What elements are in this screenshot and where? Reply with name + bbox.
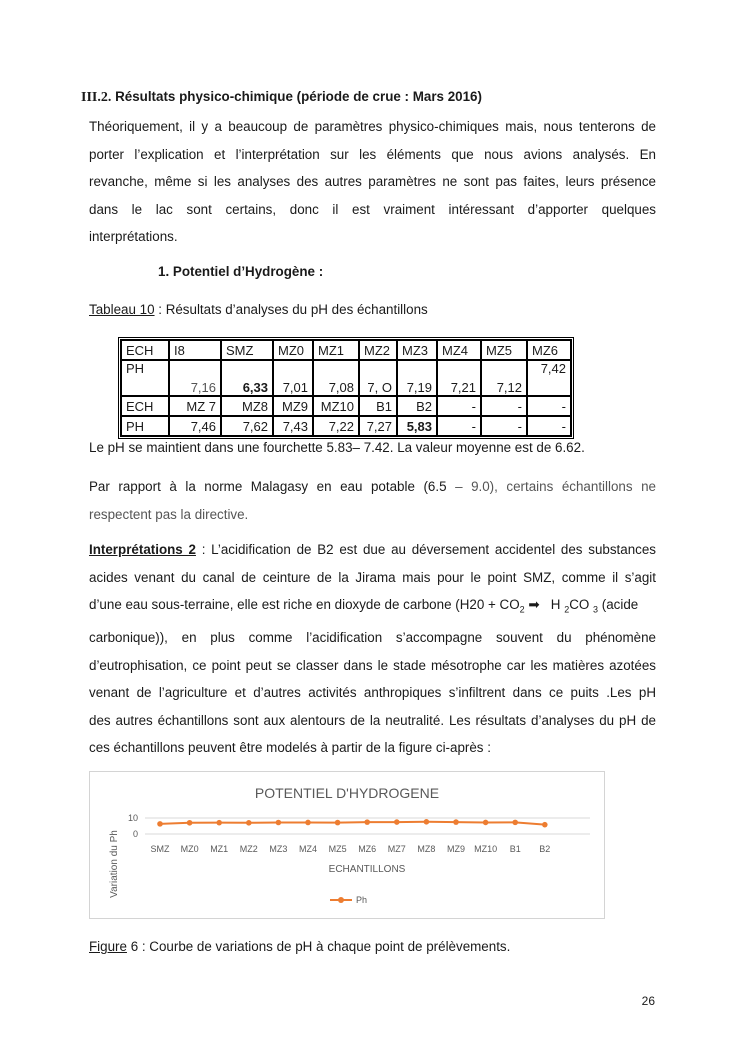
chart-ytick: 10: [127, 813, 138, 823]
intro-paragraph: [89, 113, 656, 251]
section-number: III.2.: [81, 90, 112, 105]
table-cell: MZ5: [481, 340, 527, 360]
interp-text: : L’acidification de B2 est due au déversement accidentel des substances: [195, 542, 656, 557]
chart-data-point: [157, 821, 163, 827]
table-cell: MZ3: [397, 340, 437, 360]
table-cell: MZ6: [527, 340, 571, 360]
table-cell: 7,12: [481, 360, 527, 396]
chart-data-point: [483, 820, 489, 826]
figure-caption-label: Figure: [89, 939, 127, 954]
page-number: 26: [641, 994, 655, 1008]
table-cell: ECH: [121, 396, 169, 416]
chart-data-point: [512, 820, 518, 826]
table-cell: PH: [121, 416, 169, 436]
chart-xtick-label: SMZ: [150, 844, 170, 854]
chart-xtick-label: MZ9: [447, 844, 465, 854]
interp-line: [89, 536, 656, 564]
subheading: 1. Potentiel d’Hydrogène :: [158, 264, 324, 279]
table-cell: MZ1: [313, 340, 359, 360]
table-cell: 7,27: [359, 416, 397, 436]
interp-text: H: [550, 597, 561, 612]
intro-line: dans le lac sont certains, donc il est vraiment intéressant d’apporter quelques: [89, 201, 656, 217]
chart-data-point: [276, 820, 282, 826]
chart-xlabel: ECHANTILLONS: [328, 864, 406, 875]
interp-line: acides venant du canal de ceinture de la Jirama mais pour le point SMZ, comme il s’agit: [89, 569, 656, 585]
table-cell: -: [527, 396, 571, 416]
chart-xtick-label: MZ5: [328, 844, 347, 854]
table-cell: MZ8: [221, 396, 273, 416]
interp-label: Interprétations 2: [89, 542, 196, 557]
chart-xtick-label: B2: [539, 844, 551, 854]
intro-line: Théoriquement, il y a beaucoup de paramètres physico-chimiques mais, nous tenterons de: [89, 119, 656, 134]
chart-data-point: [335, 820, 341, 826]
table-cell: SMZ: [221, 340, 273, 360]
chart-xtick-label: MZ1: [210, 844, 229, 854]
chart-xtick-label: MZ0: [180, 844, 199, 854]
norm-text: Par rapport à la norme Malagasy en eau potable (6.5: [89, 479, 456, 494]
table-cell: -: [437, 416, 481, 436]
table-cell: 7,46: [169, 416, 221, 436]
norm-line: respectent pas la directive.: [89, 506, 249, 522]
chart-ylabel: Variation du Ph: [109, 830, 120, 898]
norm-text-grey: – 9.0), certains échantillons ne: [455, 479, 656, 494]
table-caption-label: Tableau 10: [89, 302, 155, 317]
table-cell: MZ9: [273, 396, 313, 416]
table-cell: 7,21: [437, 360, 481, 396]
interp-sub: 3: [593, 604, 599, 615]
norm-line: [89, 473, 656, 501]
chart-legend-marker: [338, 897, 344, 903]
chart-legend-label: Ph: [356, 895, 368, 905]
table-cell: -: [437, 396, 481, 416]
interp-line: des autres échantillons sont aux alentours de la neutralité. Les résultats d’analyses du pH de: [89, 712, 656, 728]
table-cell: 7,43: [273, 416, 313, 436]
table-cell: 7,08: [313, 360, 359, 396]
intro-line: porter l’explication et l’interprétation sur les éléments que nous avions analysés. En: [89, 146, 656, 162]
table-cell: 7,01: [273, 360, 313, 396]
chart-data-point: [305, 820, 311, 826]
chart-ytick: 0: [132, 829, 138, 839]
table-cell: -: [481, 396, 527, 416]
table-cell: MZ0: [273, 340, 313, 360]
table-cell: 5,83: [397, 416, 437, 436]
table-row: [121, 396, 571, 416]
table-caption-text: : Résultats d’analyses du pH des échantillons: [154, 302, 428, 317]
table-cell: PH: [121, 360, 169, 396]
interp-text: (acide: [598, 597, 639, 612]
table-cell: MZ4: [437, 340, 481, 360]
table-cell: 7, O: [359, 360, 397, 396]
intro-line: revanche, même si les analyses des autres paramètres ne sont pas faites, leurs présence: [89, 174, 656, 189]
chart-data-point: [364, 819, 370, 825]
table-cell: I8: [169, 340, 221, 360]
table-cell: B1: [359, 396, 397, 416]
chart-data-point: [394, 819, 400, 825]
interpretation-paragraph: [89, 536, 656, 762]
chart-xtick-label: B1: [509, 844, 521, 854]
ph-table: [120, 339, 572, 437]
figure-caption-text: 6 : Courbe de variations de pH à chaque point de prélèvements.: [126, 939, 511, 954]
chart-data-point: [216, 820, 222, 826]
table-cell: MZ2: [359, 340, 397, 360]
range-text: Le pH se maintient dans une fourchette 5.83– 7.42. La valeur moyenne est de 6.62.: [89, 440, 585, 455]
chart-xtick-label: MZ10: [474, 844, 498, 854]
table-cell: 7,19: [397, 360, 437, 396]
table-cell: 7,62: [221, 416, 273, 436]
table-cell: -: [481, 416, 527, 436]
table-cell: MZ 7: [169, 396, 221, 416]
ph-chart: [89, 771, 605, 919]
table-row: [121, 416, 571, 436]
chart-xtick-label: MZ7: [387, 844, 406, 854]
arrow-icon: ➡: [528, 597, 540, 612]
table-cell: MZ10: [313, 396, 359, 416]
interp-line: [89, 591, 656, 624]
table-row: [121, 340, 571, 360]
chart-xtick-label: MZ3: [269, 844, 288, 854]
table-cell: ECH: [121, 340, 169, 360]
interp-line: carbonique)), en plus comme l’acidification s’accompagne souvent du phénomène: [89, 630, 656, 646]
ph-chart-svg: [90, 772, 604, 918]
chart-xtick-label: MZ6: [358, 844, 377, 854]
chart-data-point: [187, 820, 193, 826]
chart-xtick-label: MZ4: [299, 844, 317, 854]
interp-line: ces échantillons peuvent être modelés à partir de la figure ci-après :: [89, 740, 491, 756]
chart-data-point: [246, 820, 252, 826]
table-row: [121, 360, 571, 396]
section-title: Résultats physico-chimique (période de crue : Mars 2016): [115, 89, 482, 104]
table-cell: 7,22: [313, 416, 359, 436]
table-cell: 7,16: [169, 360, 221, 396]
section-heading: [81, 89, 482, 106]
interp-text: d’une eau sous-terraine, elle est riche en dioxyde de carbone (H20 + CO: [89, 597, 520, 612]
table-cell: B2: [397, 396, 437, 416]
table-cell: 7,42: [527, 360, 571, 396]
interp-text: CO: [569, 597, 590, 612]
norm-paragraph: [89, 473, 656, 528]
chart-title: POTENTIEL D'HYDROGENE: [254, 785, 440, 801]
chart-data-point: [453, 819, 459, 825]
figure-caption: [89, 939, 510, 954]
intro-line: interprétations.: [89, 229, 178, 244]
table-cell: 6,33: [221, 360, 273, 396]
chart-xtick-label: MZ2: [239, 844, 258, 854]
table-cell: -: [527, 416, 571, 436]
interp-line: venant de l’agriculture et d’autres activités anthropiques s’infiltrent dans ce puits .Les pH: [89, 685, 656, 701]
chart-data-point: [424, 819, 430, 825]
table-caption: [89, 302, 428, 317]
chart-xtick-label: MZ8: [417, 844, 436, 854]
chart-data-point: [542, 822, 548, 828]
interp-line: d’eutrophisation, ce point peut se classer dans le stade mésotrophe car les matières azotées: [89, 657, 656, 673]
interp-sub: 2: [519, 604, 525, 615]
interp-sub: 2: [564, 604, 570, 615]
